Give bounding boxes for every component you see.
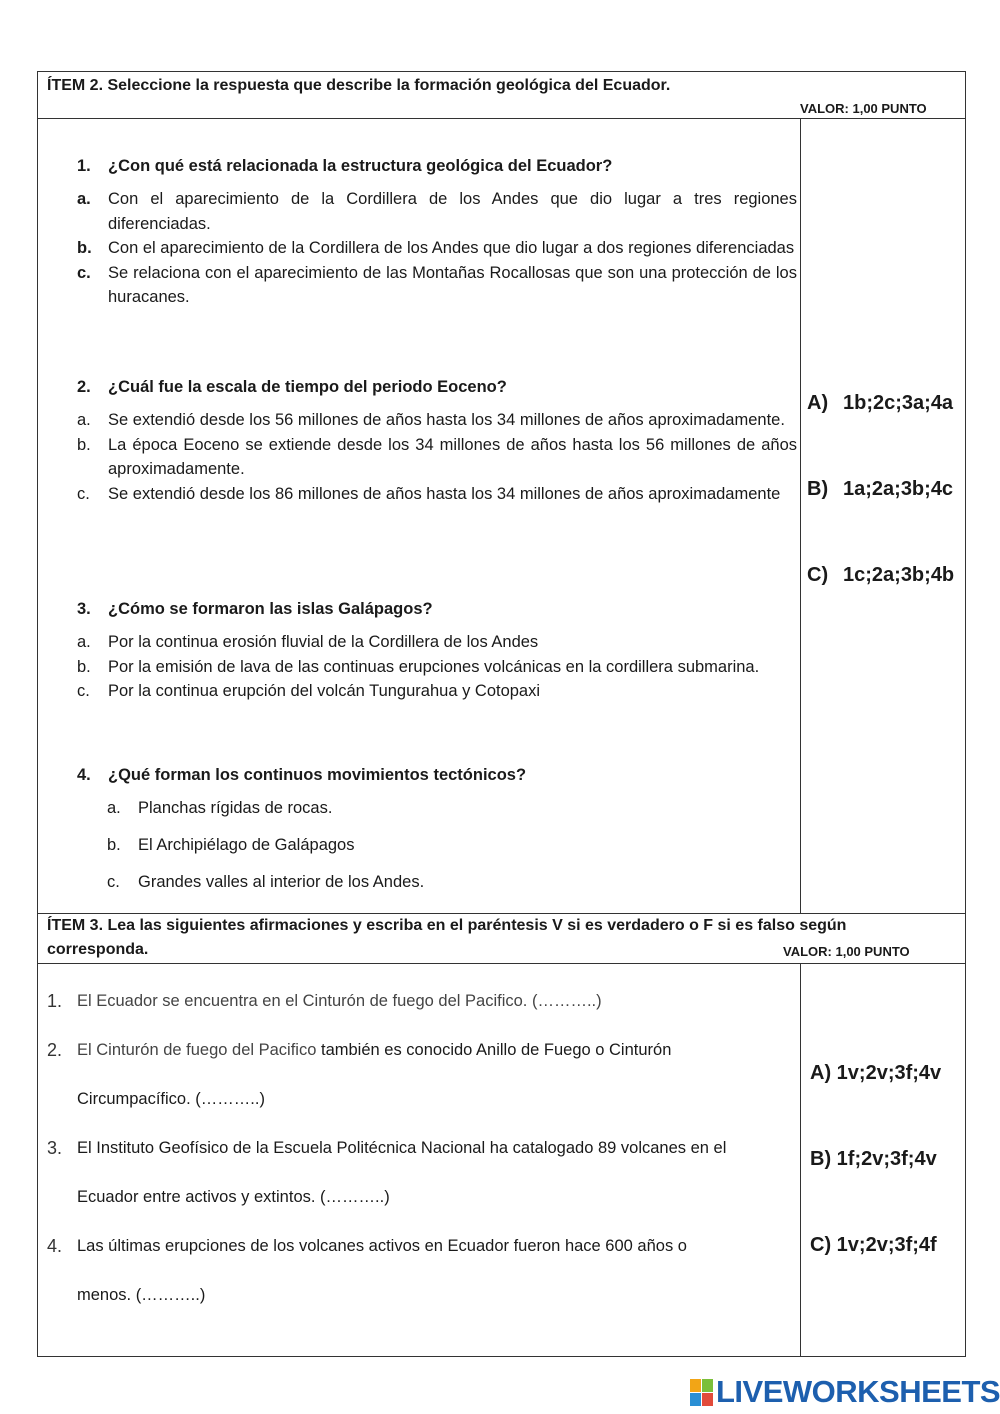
item3-title-line2: corresponda.: [47, 941, 149, 958]
option-c[interactable]: c. Se extendió desde los 86 millones de años hasta los 34 millones de años aproximadamente: [77, 484, 781, 503]
question-number: 3.: [77, 600, 91, 618]
logo-square: [702, 1393, 713, 1406]
item2-value: VALOR: 1,00 PUNTO: [800, 101, 927, 116]
divider: [38, 913, 965, 914]
worksheet-table: [37, 71, 966, 1357]
logo-square: [690, 1379, 701, 1392]
statement-4: 4. Las últimas erupciones de los volcanes activos en Ecuador fueron hace 600 años o menos. (………..): [47, 1236, 687, 1304]
item3-title-line1: ÍTEM 3. Lea las siguientes afirmaciones y escriba en el paréntesis V si es verdadero o F si es falso según: [47, 917, 847, 934]
divider: [38, 963, 965, 964]
option-a[interactable]: a. Por la continua erosión fluvial de la Cordillera de los Andes: [77, 633, 539, 651]
statement-1: 1. El Ecuador se encuentra en el Cinturón de fuego del Pacifico. (………..): [47, 991, 602, 1011]
option-a[interactable]: a. Planchas rígidas de rocas.: [107, 799, 333, 817]
question-number: 4.: [77, 766, 91, 784]
liveworksheets-logo: [690, 1374, 1000, 1410]
logo-square: [690, 1393, 701, 1406]
option-b[interactable]: b. La época Eoceno se extiende desde los 34 millones de años hasta los 56 millones de años aproximadamente.: [77, 435, 797, 478]
answer-option-b[interactable]: B) 1f;2v;3f;4v: [810, 1148, 937, 1170]
answer-option-c[interactable]: C) 1c;2a;3b;4b: [807, 564, 955, 586]
item2-title: ÍTEM 2. Seleccione la respuesta que describe la formación geológica del Ecuador.: [47, 77, 671, 94]
option-c[interactable]: c. Por la continua erupción del volcán Tungurahua y Cotopaxi: [77, 682, 541, 700]
answer-option-a[interactable]: A) 1v;2v;3f;4v: [810, 1062, 942, 1084]
question-3: [77, 600, 797, 704]
option-c[interactable]: c. Grandes valles al interior de los Andes.: [107, 873, 425, 891]
option-b[interactable]: b. Con el aparecimiento de la Cordillera de los Andes que dio lugar a dos regiones diferenciadas: [77, 239, 795, 257]
option-b[interactable]: b. El Archipiélago de Galápagos: [107, 836, 355, 854]
answer-option-b[interactable]: B) 1a;2a;3b;4c: [807, 478, 954, 500]
logo-square: [702, 1379, 713, 1392]
question-text: ¿Cómo se formaron las islas Galápagos?: [108, 600, 433, 618]
option-a[interactable]: a. Se extendió desde los 56 millones de años hasta los 34 millones de años aproximadamente.: [77, 411, 785, 429]
answer-option-a[interactable]: A) 1b;2c;3a;4a: [807, 392, 954, 414]
option-c[interactable]: c. Se relaciona con el aparecimiento de las Montañas Rocallosas que son una protección de los huracanes.: [77, 263, 797, 306]
statement-3: 3. El Instituto Geofísico de la Escuela Politécnica Nacional ha catalogado 89 volcanes en el Ecuador entre activos y extintos. (………..): [47, 1138, 727, 1206]
column-divider: [800, 963, 801, 1356]
question-text: ¿Cuál fue la escala de tiempo del periodo Eoceno?: [108, 378, 507, 396]
option-b[interactable]: b. Por la emisión de lava de las continuas erupciones volcánicas en la cordillera submarina.: [77, 657, 760, 676]
question-text: ¿Qué forman los continuos movimientos tectónicos?: [108, 766, 527, 784]
statement-2: 2. El Cinturón de fuego del Pacifico también es conocido Anillo de Fuego o Cinturón Circumpacífico. (………..): [47, 1040, 672, 1108]
logo-text: LIVEWORKSHEETS: [716, 1374, 1000, 1409]
item3-value: VALOR: 1,00 PUNTO: [783, 944, 910, 959]
question-number: 1.: [77, 157, 91, 175]
question-2: [77, 378, 797, 506]
question-number: 2.: [77, 378, 91, 396]
column-divider: [800, 118, 801, 913]
question-1: [77, 157, 797, 310]
answer-option-c[interactable]: C) 1v;2v;3f;4f: [810, 1234, 937, 1256]
logo-mark-icon: [690, 1379, 713, 1406]
divider: [38, 118, 965, 119]
question-4: [77, 766, 797, 907]
option-a[interactable]: a. Con el aparecimiento de la Cordillera de los Andes que dio lugar a tres regiones diferenciadas.: [77, 190, 797, 233]
question-text: ¿Con qué está relacionada la estructura geológica del Ecuador?: [108, 157, 613, 175]
